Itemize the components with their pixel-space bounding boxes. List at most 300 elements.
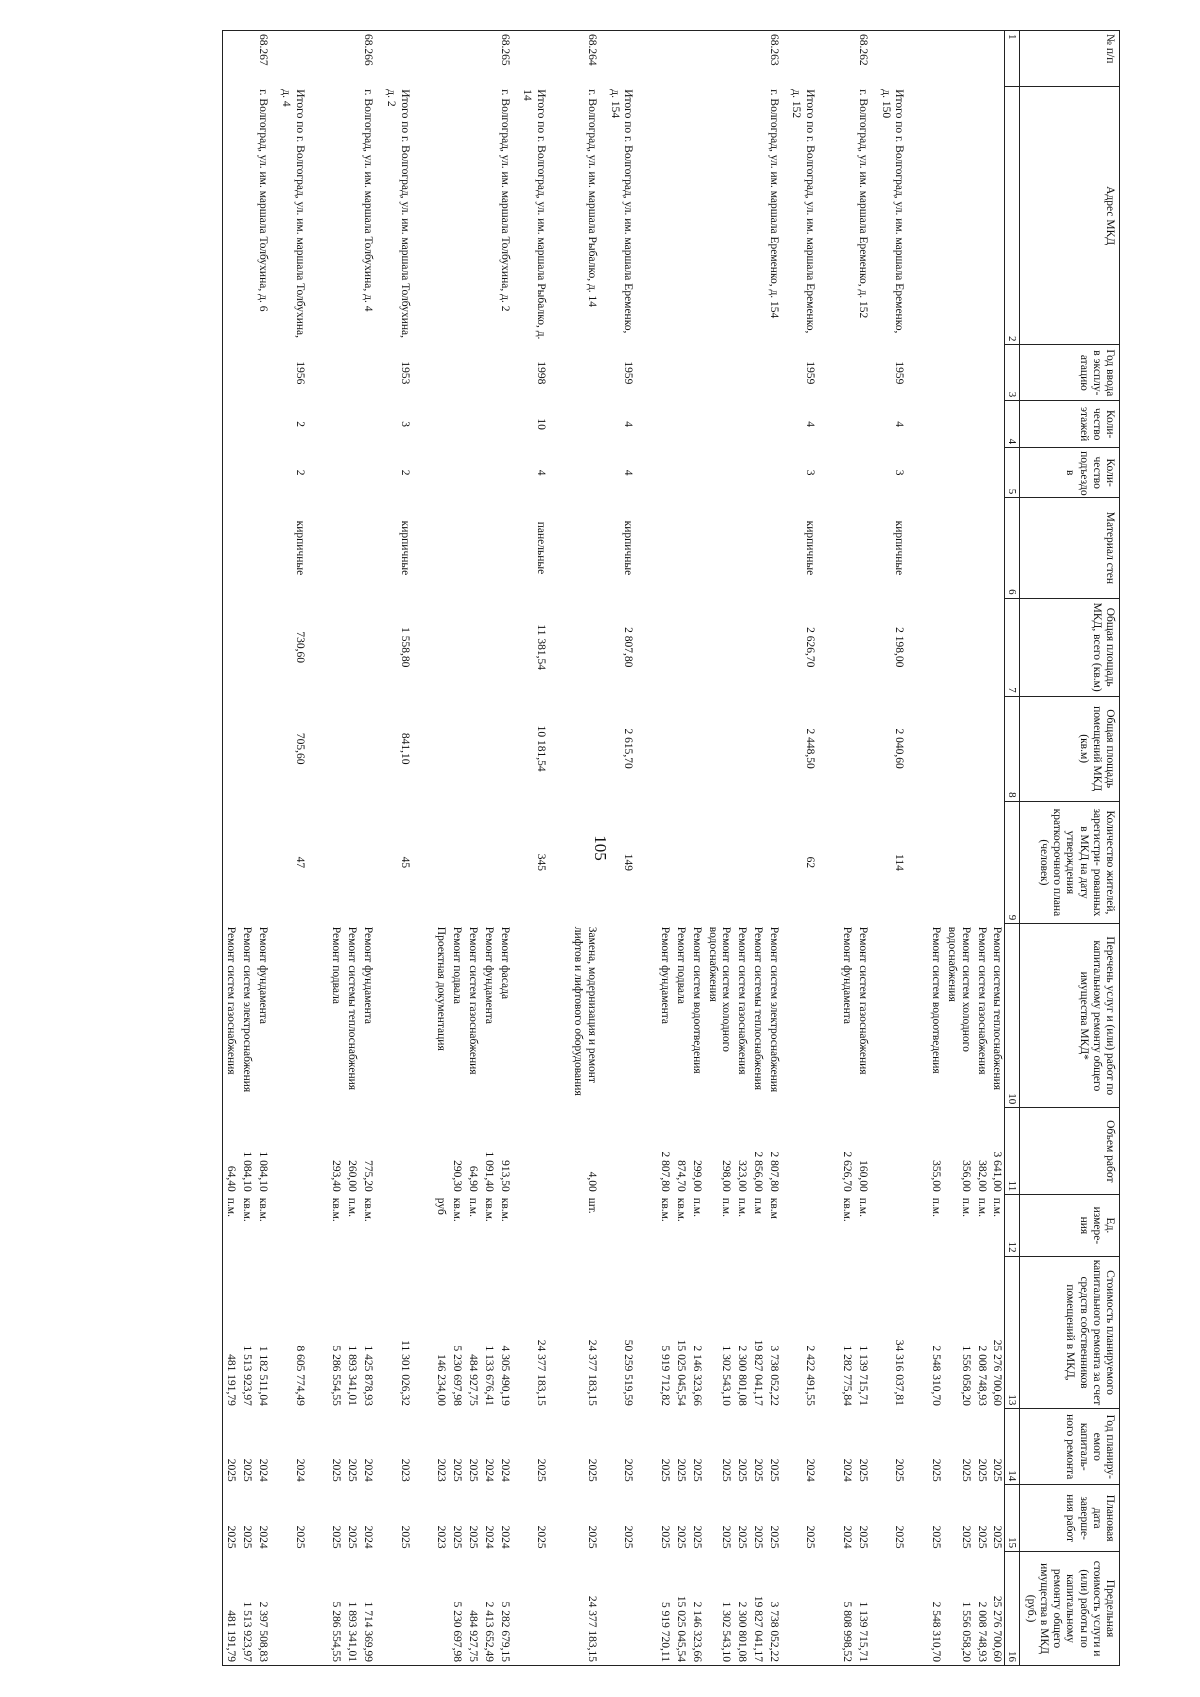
col-number: 6 (1005, 498, 1020, 598)
work-completion: 2024 (498, 1525, 511, 1549)
work-completion: 2025 (720, 1525, 733, 1549)
wall-material: кирпичные (293, 520, 306, 576)
work-limit-cost: 5 286 554,55 (328, 1552, 344, 1666)
work-volume: 4,00 (585, 1171, 598, 1192)
work-volume: 160,00 (856, 1160, 869, 1192)
work-unit: кв.м. (451, 1197, 464, 1222)
total-year: 2025 (893, 1458, 906, 1482)
work-limit-cost: 24 377 183,15 (569, 1552, 606, 1666)
work-repair-year: 2025 (751, 1458, 764, 1482)
work-name: Ремонт фундамента (841, 926, 854, 1025)
work-unit: кв.м. (498, 1197, 511, 1222)
residents: 114 (893, 854, 906, 871)
work-volume: 1 084,10 (241, 1151, 254, 1192)
work-repair-year: 2025 (991, 1458, 1004, 1482)
work-limit-cost: 2 413 652,49 (480, 1552, 496, 1666)
work-completion: 2025 (346, 1525, 359, 1549)
work-name: Ремонт системы теплоснабжения (991, 926, 1004, 1091)
work-volume: 382,00 (975, 1160, 988, 1192)
work-limit-cost: 19 827 041,17 (749, 1552, 765, 1666)
floors: 4 (893, 421, 906, 428)
address-row (569, 31, 606, 1666)
work-repair-year: 2025 (330, 1458, 343, 1482)
work-name: Ремонт систем газоснабжения (736, 926, 749, 1075)
rotated-table-container (50, 30, 1120, 1666)
total-year: 2024 (804, 1458, 817, 1482)
work-limit-cost: 5 282 679,15 (496, 1552, 519, 1666)
work-limit-cost: 5 808 998,52 (838, 1552, 854, 1666)
work-cost: 481 191,79 (222, 1256, 238, 1409)
work-volume: 775,20 (361, 1160, 374, 1192)
total-year: 2025 (622, 1458, 635, 1482)
work-row (927, 31, 943, 1666)
work-completion: 2025 (585, 1525, 598, 1549)
col-header-entrances: Коли- чество подъездо в (1020, 448, 1120, 498)
col-header-works-list: Перечень услуг и (или) работ по капитальному ремонту общего имущества МКД* (1020, 924, 1120, 1108)
work-row (328, 31, 344, 1666)
col-number: 3 (1005, 345, 1020, 401)
work-completion: 2025 (767, 1525, 780, 1549)
work-cost: 2 146 323,66 (690, 1345, 703, 1406)
item-number: 68.263 (765, 31, 788, 87)
work-limit-cost: 15 025 045,54 (672, 1552, 688, 1666)
work-name: Ремонт фасада (498, 926, 511, 1000)
rooms-area: 2 040,60 (893, 728, 906, 769)
work-cost: 1 302 543,10 (720, 1345, 733, 1406)
house-address: г. Волгоград, ул. им. маршала Толбухина, д. 6 (256, 89, 269, 312)
item-number: 68.265 (496, 31, 519, 87)
work-unit: шт. (585, 1197, 598, 1214)
work-completion: 2025 (975, 1525, 988, 1549)
work-volume: 299,00 (690, 1160, 703, 1192)
total-completion: 2025 (398, 1525, 411, 1549)
work-repair-year: 2024 (256, 1458, 269, 1482)
work-row (480, 31, 496, 1666)
work-limit-cost: 2 146 323,66 (688, 1552, 704, 1666)
work-volume: 355,00 (930, 1160, 943, 1192)
work-completion: 2025 (991, 1525, 1004, 1549)
work-name: Ремонт систем холодного водоснабжения (946, 926, 972, 1052)
work-cost: 5 919 712,82 (659, 1345, 672, 1406)
work-limit-cost: 1 139 715,71 (854, 1552, 877, 1666)
work-cost: 5 230 697,98 (451, 1345, 464, 1406)
work-name: Проектная документация (435, 926, 448, 1051)
work-cost: 5 286 554,55 (330, 1345, 343, 1406)
work-unit: п.м (751, 1197, 764, 1215)
work-name: Ремонт систем холодного водоснабжения (706, 926, 733, 1052)
work-cost: 484 927,75 (466, 1354, 479, 1406)
work-completion: 2025 (466, 1525, 479, 1549)
work-cost: 24 377 183,15 (585, 1339, 598, 1406)
total-completion: 2025 (622, 1525, 635, 1549)
house-address: г. Волгоград, ул. им. маршала Рыбалко, д. 14 (585, 89, 598, 308)
total-year: 2023 (398, 1458, 411, 1482)
work-name: Ремонт фундамента (659, 926, 672, 1025)
total-row (788, 31, 839, 1666)
work-limit-cost (433, 1552, 449, 1666)
work-completion: 2024 (361, 1525, 374, 1549)
work-cost: 2 300 801,08 (736, 1345, 749, 1406)
floors: 4 (804, 421, 817, 428)
work-unit: п.м. (930, 1197, 943, 1217)
work-repair-year: 2025 (736, 1458, 749, 1482)
work-row (464, 31, 480, 1666)
work-cost: 4 305 490,19 (498, 1345, 511, 1406)
entrances: 4 (535, 469, 548, 476)
work-unit: кв.м. (256, 1197, 269, 1222)
residents: 47 (293, 856, 306, 869)
house-address: г. Волгоград, ул. им. маршала Толбухина, д. 4 (361, 89, 374, 312)
total-cost: 24 377 183,15 (535, 1339, 548, 1406)
work-cost: 1 139 715,71 (856, 1345, 869, 1406)
work-limit-cost: 5 230 697,98 (448, 1552, 464, 1666)
work-repair-year: 2025 (975, 1458, 988, 1482)
work-row (343, 31, 359, 1666)
item-number: 68.264 (569, 31, 606, 87)
column-number-row (1005, 31, 1020, 1666)
total-cost: 11 301 026,32 (398, 1340, 411, 1406)
work-unit: кв.м. (659, 1197, 672, 1222)
work-row (749, 31, 765, 1666)
work-repair-year: 2025 (659, 1458, 672, 1482)
work-completion: 2024 (256, 1525, 269, 1549)
col-number: 1 (1005, 31, 1020, 87)
work-repair-year: 2024 (498, 1458, 511, 1482)
work-limit-cost: 1 893 341,01 (343, 1552, 359, 1666)
entrances: 3 (804, 469, 817, 476)
work-limit-cost: 2 300 801,08 (733, 1552, 749, 1666)
work-unit: кв.м. (841, 1197, 854, 1222)
year-built: 1956 (293, 361, 306, 385)
residents: 45 (398, 856, 411, 869)
work-volume: 323,00 (736, 1160, 749, 1192)
rooms-area: 841,10 (398, 732, 411, 765)
work-limit-cost: 484 927,75 (464, 1552, 480, 1666)
wall-material: кирпичные (804, 520, 817, 576)
total-area: 2 626,70 (804, 627, 817, 668)
year-built: 1959 (804, 361, 817, 385)
total-area: 11 381,54 (535, 624, 548, 670)
work-name: Ремонт подвала (674, 926, 687, 1004)
work-volume: 3 641,00 (991, 1151, 1004, 1192)
rooms-area: 10 181,54 (535, 725, 548, 772)
work-limit-cost: 25 276 700,60 (989, 1552, 1005, 1666)
work-cost: 1 133 676,41 (482, 1345, 495, 1406)
work-repair-year: 2024 (482, 1458, 495, 1482)
work-volume: 2 807,80 (767, 1151, 780, 1192)
total-label: Итого по г. Волгоград, ул. им. маршала Толбухина, д. 2 (384, 89, 411, 338)
col-header-address: Адрес МКД (1020, 86, 1120, 345)
work-repair-year: 2025 (241, 1458, 254, 1482)
work-repair-year: 2025 (451, 1458, 464, 1482)
work-cost: 25 276 700,60 (991, 1339, 1004, 1406)
item-number: 68.262 (854, 31, 877, 87)
work-name: Ремонт фундамента (482, 926, 495, 1025)
work-volume: 356,00 (959, 1160, 972, 1192)
work-volume: 64,40 (222, 1108, 238, 1195)
work-completion: 2023 (435, 1525, 448, 1549)
year-built: 1953 (398, 361, 411, 385)
col-header-floors: Коли- чество этажей (1020, 401, 1120, 448)
work-name: Ремонт систем газоснабжения (222, 924, 238, 1108)
house-address: г. Волгоград, ул. им. маршала Толбухина, д. 2 (498, 89, 511, 312)
work-volume: 298,00 (720, 1160, 733, 1192)
work-name: Ремонт систем газоснабжения (856, 926, 869, 1075)
total-label: Итого по г. Волгоград, ул. им. маршала Еременко, д. 150 (879, 89, 906, 334)
total-label: Итого по г. Волгоград, ул. им. маршала Рыбалко, д. 14 (521, 89, 548, 340)
work-repair-year: 2025 (690, 1458, 703, 1482)
work-repair-year: 2024 (361, 1458, 374, 1482)
work-limit-cost: 5 919 720,11 (656, 1552, 672, 1666)
rooms-area: 2 448,50 (804, 728, 817, 769)
col-header-volume: Объем работ (1020, 1108, 1120, 1195)
work-volume: 1 091,40 (482, 1151, 495, 1192)
work-volume: 2 626,70 (841, 1151, 854, 1192)
address-row (496, 31, 519, 1666)
work-completion: 2025 (959, 1525, 972, 1549)
col-number: 9 (1005, 801, 1020, 924)
work-cost: 19 827 041,17 (751, 1339, 764, 1406)
work-repair-year: 2025 (674, 1458, 687, 1482)
work-row (656, 31, 672, 1666)
year-built: 1959 (893, 361, 906, 385)
work-completion: 2025 (690, 1525, 703, 1549)
work-limit-cost: 1 513 923,97 (238, 1552, 254, 1666)
col-header-year-built: Год ввода в эксплу- атацию (1020, 345, 1120, 401)
work-name: Ремонт систем газоснабжения (466, 926, 479, 1075)
work-repair-year: 2025 (959, 1458, 972, 1482)
work-completion: 2025 (222, 1485, 238, 1552)
work-row (672, 31, 688, 1666)
work-limit-cost: 1 302 543,10 (704, 1552, 734, 1666)
work-repair-year: 2025 (856, 1458, 869, 1482)
work-unit: п.м. (991, 1197, 1004, 1217)
work-row (838, 31, 854, 1666)
work-completion: 2025 (241, 1525, 254, 1549)
col-number: 16 (1005, 1552, 1020, 1666)
work-unit: п.м. (720, 1197, 733, 1217)
work-unit: кв.м. (361, 1197, 374, 1222)
work-unit: кв.м (767, 1197, 780, 1219)
total-row (382, 31, 433, 1666)
address-row (359, 31, 382, 1666)
work-limit-cost: 2 548 310,70 (927, 1552, 943, 1666)
work-volume: 874,70 (674, 1160, 687, 1192)
work-volume: 64,90 (466, 1165, 479, 1192)
total-cost: 2 422 491,55 (804, 1345, 817, 1406)
item-number: 68.266 (359, 31, 382, 87)
total-row (519, 31, 570, 1666)
work-row (238, 31, 254, 1666)
work-cost: 1 282 775,84 (841, 1345, 854, 1406)
total-year: 2024 (293, 1458, 306, 1482)
work-volume: 260,00 (346, 1160, 359, 1192)
total-area: 1 558,80 (398, 627, 411, 668)
item-number: 68.267 (254, 31, 277, 87)
total-completion: 2025 (893, 1525, 906, 1549)
total-row (277, 31, 328, 1666)
work-volume: 2 807,80 (659, 1151, 672, 1192)
entrances: 4 (622, 469, 635, 476)
col-header-residents: Количество жителей, зарегистри- рованных в МКД на дату утверждения краткосрочного плана (человек) (1020, 801, 1120, 924)
total-completion: 2025 (535, 1525, 548, 1549)
total-area: 2 198,00 (893, 627, 906, 668)
work-completion: 2024 (482, 1525, 495, 1549)
col-number: 11 (1005, 1108, 1020, 1195)
work-repair-year: 2025 (346, 1458, 359, 1482)
col-number: 8 (1005, 696, 1020, 801)
work-cost: 1 556 058,20 (959, 1345, 972, 1406)
house-address: г. Волгоград, ул. им. маршала Еременко, д. 154 (767, 89, 780, 319)
capital-repair-table (222, 30, 1120, 1666)
work-cost: 1 425 878,93 (361, 1345, 374, 1406)
col-number: 14 (1005, 1409, 1020, 1485)
work-cost: 2 008 748,93 (975, 1345, 988, 1406)
work-completion: 2025 (736, 1525, 749, 1549)
work-volume (433, 1108, 449, 1195)
address-row (854, 31, 877, 1666)
work-completion: 2024 (841, 1525, 854, 1549)
work-unit: п.м. (466, 1197, 479, 1217)
work-unit: п.м. (736, 1197, 749, 1217)
work-limit-cost: 1 556 058,20 (943, 1552, 973, 1666)
col-header-unit: Ед. измере- ния (1020, 1195, 1120, 1256)
work-unit: кв.м. (241, 1197, 254, 1222)
work-name: Ремонт систем газоснабжения (975, 926, 988, 1075)
wall-material: кирпичные (893, 520, 906, 576)
work-row (433, 31, 449, 1666)
col-number: 5 (1005, 448, 1020, 498)
floors: 4 (622, 421, 635, 428)
col-header-repair-year: Год планиру- емого капиталь- ного ремонта (1020, 1409, 1120, 1485)
work-completion: 2025 (330, 1525, 343, 1549)
work-cost: 15 025 045,54 (674, 1339, 687, 1406)
col-number: 12 (1005, 1195, 1020, 1256)
work-row (448, 31, 464, 1666)
work-unit: п.м. (959, 1197, 972, 1217)
total-completion: 2025 (293, 1525, 306, 1549)
floors: 10 (535, 418, 548, 430)
work-name: Ремонт подвала (330, 926, 343, 1004)
work-unit: п.м. (975, 1197, 988, 1217)
total-year: 2025 (535, 1458, 548, 1482)
total-area: 730,60 (293, 631, 306, 663)
rooms-area: 705,60 (293, 732, 306, 765)
work-unit: кв.м. (330, 1197, 343, 1222)
work-row (733, 31, 749, 1666)
work-row (222, 31, 238, 1666)
work-repair-year: 2025 (767, 1458, 780, 1482)
work-unit: п.м. (346, 1197, 359, 1217)
work-repair-year: 2025 (466, 1458, 479, 1482)
total-label: Итого по г. Волгоград, ул. им. маршала Еременко, д. 154 (608, 89, 635, 334)
work-name: Ремонт фундамента (361, 926, 374, 1025)
work-volume: 290,30 (451, 1160, 464, 1192)
work-name: Ремонт системы теплоснабжения (751, 926, 764, 1091)
work-completion: 2025 (659, 1525, 672, 1549)
entrances: 3 (893, 469, 906, 476)
col-number: 4 (1005, 401, 1020, 448)
work-row (688, 31, 704, 1666)
year-built: 1959 (622, 361, 635, 385)
work-cost: 1 513 923,97 (241, 1345, 254, 1406)
work-unit: п.м. (690, 1197, 703, 1217)
col-header-limit-cost: Предельная стоимость услуги и (или) работы по капитальному ремонту общего имущества в МКД (руб.) (1020, 1552, 1120, 1666)
work-limit-cost: 2 008 748,93 (973, 1552, 989, 1666)
work-cost: 2 548 310,70 (930, 1345, 943, 1406)
total-label: Итого по г. Волгоград, ул. им. маршала Толбухина, д. 4 (279, 89, 306, 338)
total-cost: 34 316 037,81 (893, 1339, 906, 1406)
page-number: 105 (591, 835, 610, 861)
work-volume: 2 856,00 (751, 1151, 764, 1192)
entrances: 2 (398, 469, 411, 476)
work-cost: 1 182 511,04 (256, 1345, 269, 1406)
work-row (989, 31, 1005, 1666)
work-limit-cost: 3 738 052,22 (765, 1552, 788, 1666)
col-number: 13 (1005, 1256, 1020, 1409)
work-unit: п.м. (856, 1197, 869, 1217)
total-row (877, 31, 928, 1666)
work-repair-year: 2025 (720, 1458, 733, 1482)
work-repair-year: 2023 (435, 1458, 448, 1482)
floors: 3 (398, 421, 411, 428)
residents: 62 (804, 856, 817, 869)
header-row (1020, 31, 1120, 1666)
residents: 345 (535, 853, 548, 872)
work-row (973, 31, 989, 1666)
wall-material: кирпичные (398, 520, 411, 576)
address-row (254, 31, 277, 1666)
rooms-area: 2 615,70 (622, 728, 635, 769)
work-name: Замена, модернизация и ремонт лифтов и лифтового оборудования (571, 926, 598, 1096)
work-repair-year: 2024 (841, 1458, 854, 1482)
col-header-rooms-area: Общая площадь помещений МКД (кв.м) (1020, 696, 1120, 801)
col-number: 10 (1005, 924, 1020, 1108)
work-row (943, 31, 973, 1666)
wall-material: кирпичные (622, 520, 635, 576)
work-completion: 2025 (451, 1525, 464, 1549)
work-completion: 2025 (930, 1525, 943, 1549)
floors: 2 (293, 421, 306, 428)
col-number: 2 (1005, 86, 1020, 345)
work-name: Ремонт систем водоотведения (930, 926, 943, 1074)
work-volume: 1 084,10 (256, 1151, 269, 1192)
work-volume: 913,50 (498, 1160, 511, 1192)
residents: 149 (622, 853, 635, 872)
work-name: Ремонт системы теплоснабжения (346, 926, 359, 1091)
work-completion: 2025 (674, 1525, 687, 1549)
total-completion: 2025 (804, 1525, 817, 1549)
col-number: 7 (1005, 598, 1020, 696)
work-volume: 293,40 (330, 1160, 343, 1192)
work-cost: 3 738 052,22 (767, 1345, 780, 1406)
work-limit-cost: 2 397 508,83 (254, 1552, 277, 1666)
work-completion: 2025 (751, 1525, 764, 1549)
work-unit: п.м. (222, 1195, 238, 1256)
house-address: г. Волгоград, ул. им. маршала Еременко, д. 152 (856, 89, 869, 319)
col-header-number: № п/п (1020, 31, 1120, 87)
wall-material: панельные (535, 521, 548, 575)
work-row (704, 31, 734, 1666)
col-header-wall-material: Материал стен (1020, 498, 1120, 598)
work-name: Ремонт систем электроснабжения (767, 926, 780, 1093)
col-header-total-area: Общая площадь МКД, всего (кв.м) (1020, 598, 1120, 696)
address-row (765, 31, 788, 1666)
total-row (606, 31, 657, 1666)
work-unit: руб (435, 1197, 448, 1215)
work-limit-cost: 1 714 369,99 (359, 1552, 382, 1666)
work-repair-year: 2025 (585, 1458, 598, 1482)
